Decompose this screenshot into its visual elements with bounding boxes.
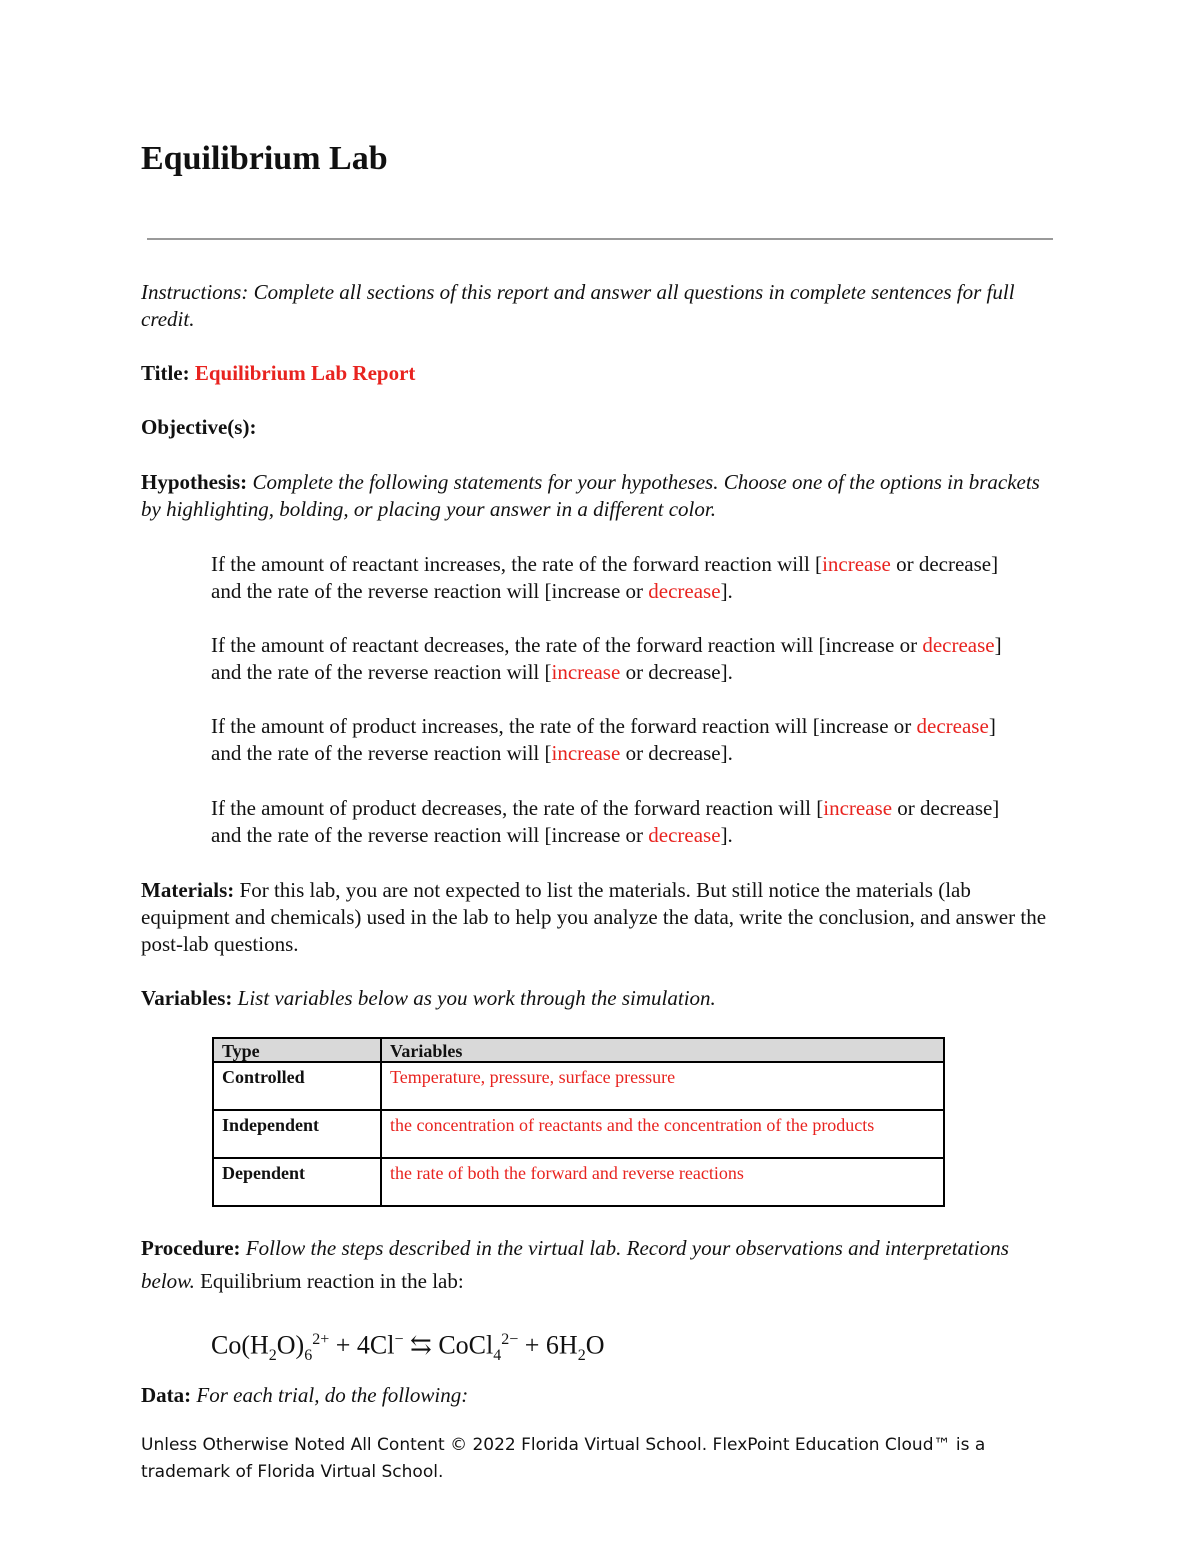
hypothesis-answer: increase	[823, 796, 893, 820]
equilibrium-arrow-icon: ⇆	[403, 1330, 439, 1360]
equation-part: Co(H	[211, 1330, 269, 1360]
hypothesis-answer: decrease	[922, 633, 995, 657]
table-row	[213, 1158, 944, 1206]
equation-subscript: 4	[493, 1346, 502, 1364]
hypothesis-statement	[211, 795, 1031, 849]
equation-part: CoCl	[438, 1330, 494, 1360]
materials-paragraph	[141, 877, 1061, 958]
variable-type-cell: Controlled	[213, 1062, 381, 1110]
hypothesis-text: ] and the rate of the reverse reaction will [	[211, 714, 996, 765]
instructions-text: Instructions: Complete all sections of this report and answer all questions in complete sentences for full credit.	[141, 280, 1015, 331]
variable-value-cell[interactable]: the rate of both the forward and reverse reactions	[381, 1158, 944, 1206]
hypothesis-text: or decrease].	[620, 741, 733, 765]
materials-text: For this lab, you are not expected to list the materials. But still notice the materials (lab equipment and chemicals) used in the lab to help you analyze the data, write the conclusion, and answer the post-lab questions.	[141, 878, 1047, 956]
hypothesis-text: or decrease] and the rate of the reverse reaction will [increase or	[211, 796, 1000, 847]
equation-part: + 6H	[518, 1330, 578, 1360]
variables-table	[212, 1037, 945, 1207]
hypothesis-statement	[211, 551, 1031, 605]
equation-subscript: 6	[304, 1346, 313, 1364]
materials-label: Materials:	[141, 878, 235, 902]
table-row	[213, 1062, 944, 1110]
equation-part: O	[585, 1330, 605, 1360]
hypothesis-answer: increase	[822, 552, 891, 576]
table-header: Type	[213, 1038, 381, 1062]
procedure-instructions: Follow the steps described in the virtual lab. Record your observations and interpretations below.	[141, 1236, 1009, 1293]
variable-type-cell: Independent	[213, 1110, 381, 1158]
hypothesis-statement	[211, 632, 1031, 686]
copyright-footer: Unless Otherwise Noted All Content © 2022 Florida Virtual School. FlexPoint Education Cloud™ is a trademark of Florida Virtual School.	[141, 1435, 986, 1482]
equation-superscript: −	[394, 1331, 404, 1348]
title-line	[141, 360, 1061, 387]
data-paragraph	[141, 1382, 1061, 1409]
hypothesis-text: If the amount of product increases, the rate of the forward reaction will [increase or	[211, 714, 917, 738]
title-label: Title:	[141, 361, 190, 385]
hypothesis-answer: decrease	[648, 823, 721, 847]
hypothesis-answer: decrease	[648, 579, 721, 603]
hypothesis-text: If the amount of product decreases, the rate of the forward reaction will [	[211, 796, 824, 820]
hypothesis-paragraph	[141, 469, 1061, 523]
equation-subscript: 2	[577, 1346, 586, 1364]
variables-paragraph	[141, 985, 1061, 1012]
horizontal-divider	[147, 238, 1053, 240]
variable-value-cell[interactable]: the concentration of reactants and the concentration of the products	[381, 1110, 944, 1158]
hypothesis-answer: increase	[551, 741, 621, 765]
procedure-paragraph	[141, 1232, 1061, 1298]
variable-value-cell[interactable]: Temperature, pressure, surface pressure	[381, 1062, 944, 1110]
hypothesis-statement	[211, 713, 1031, 767]
procedure-label: Procedure:	[141, 1236, 241, 1260]
variables-label: Variables:	[141, 986, 233, 1010]
equation-part: O)	[276, 1330, 305, 1360]
hypothesis-text: If the amount of reactant decreases, the rate of the forward reaction will [increase or	[211, 633, 923, 657]
hypothesis-answer: increase	[551, 660, 621, 684]
equation-superscript: 2+	[312, 1331, 330, 1348]
table-header-row	[213, 1038, 944, 1062]
equation-part: + 4Cl	[329, 1330, 395, 1360]
table-row	[213, 1110, 944, 1158]
hypothesis-instructions: Complete the following statements for your hypotheses. Choose one of the options in brackets by highlighting, bolding, or placing your answer in a different color.	[141, 470, 1040, 521]
equation-superscript: 2−	[501, 1331, 519, 1348]
hypothesis-label: Hypothesis:	[141, 470, 248, 494]
hypothesis-answer: decrease	[916, 714, 989, 738]
title-value: Equilibrium Lab Report	[194, 361, 416, 385]
equation-subscript: 2	[268, 1346, 277, 1364]
data-instructions: For each trial, do the following:	[196, 1383, 469, 1407]
hypothesis-text: If the amount of reactant increases, the rate of the forward reaction will [	[211, 552, 823, 576]
data-label: Data:	[141, 1383, 192, 1407]
hypothesis-text: ] and the rate of the reverse reaction will [	[211, 633, 1002, 684]
variables-instructions: List variables below as you work through the simulation.	[237, 986, 716, 1010]
document-title: Equilibrium Lab	[141, 140, 388, 177]
table-header: Variables	[381, 1038, 944, 1062]
hypothesis-text: or decrease] and the rate of the reverse reaction will [increase or	[211, 552, 999, 603]
procedure-tail: Equilibrium reaction in the lab:	[194, 1269, 464, 1293]
variable-type-cell: Dependent	[213, 1158, 381, 1206]
hypothesis-text: ].	[720, 823, 733, 847]
objectives-label: Objective(s):	[141, 415, 257, 439]
reaction-equation	[211, 1322, 605, 1374]
hypothesis-text: ].	[720, 579, 733, 603]
hypothesis-text: or decrease].	[620, 660, 733, 684]
